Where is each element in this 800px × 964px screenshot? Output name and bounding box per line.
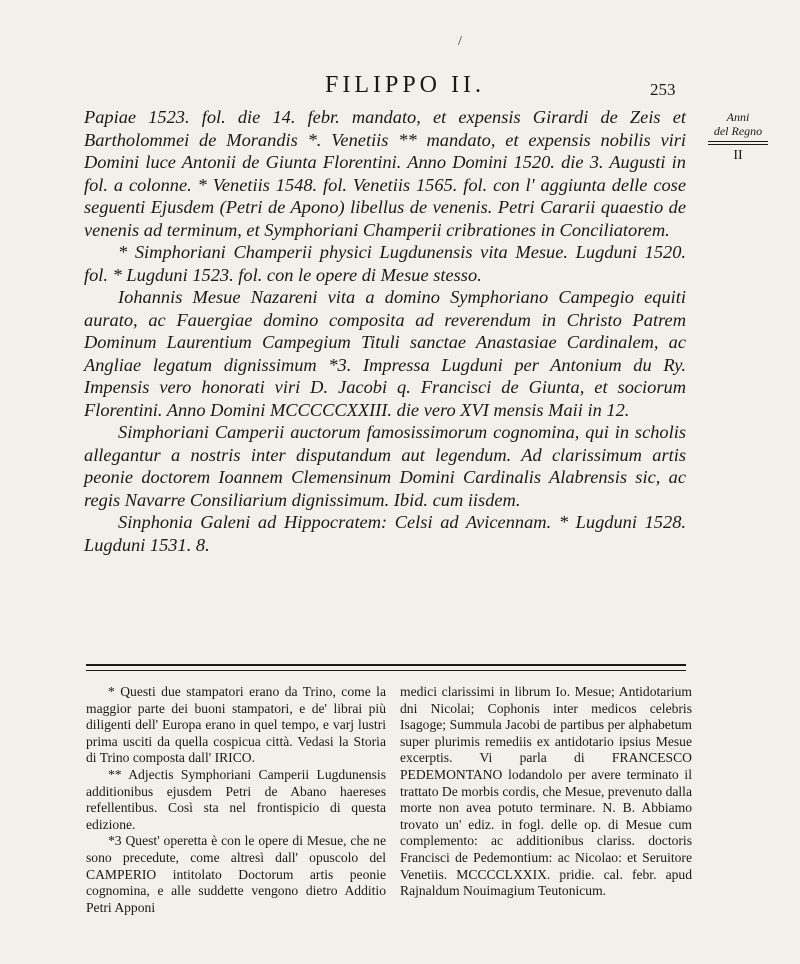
main-paragraph: Simphoriani Camperii auctorum famosissimorum cognomina, qui in scholis allegantur a nostris inter disputandum aut legendum. Ad clarissimum artis peonie doctorem Ioannem Clemensinum Domini Cardinalis Alabrensis sic, ac regis Navarre Consiliarium dignissimum. Ibid. cum iisdem.: [84, 422, 686, 510]
footnotes-right-column: [400, 684, 692, 900]
margin-rule: [708, 141, 768, 145]
footnote: *3 Quest' operetta è con le opere di Mesue, che ne sono precedute, come altresì dall' opuscolo del CAMPERIO intitolato Doctorum artis peonie cognomina, e alle suddette vengono dietro Additio Petri Apponi: [86, 833, 386, 915]
footnote-divider-thin: [86, 670, 686, 671]
footnote: ** Adjectis Symphoriani Camperii Lugdunensis additionibus ejusdem Petri de Abano haereses refellentibus. Così sta nel frontispicio di questa edizione.: [86, 766, 386, 832]
main-paragraph: Sinphonia Galeni ad Hippocratem: Celsi ad Avicennam. * Lugduni 1528. Lugduni 1531. 8.: [84, 512, 686, 555]
margin-note: [702, 110, 774, 163]
running-head: FILIPPO II.: [324, 72, 485, 98]
footnote-divider: [86, 664, 686, 666]
main-text: [84, 106, 686, 556]
margin-note-line2: del Regno: [713, 124, 763, 138]
page-number: 253: [650, 80, 676, 99]
main-paragraph: Papiae 1523. fol. die 14. febr. mandato, et expensis Girardi de Zeis et Bartholommei de Morandis *. Venetiis ** mandato, et expensis nobilis viri Domini luce Antonii de Giunta Florentini. Anno Domini 1520. die 3. Augusti in fol. a colonne. * Venetiis 1548. fol. Venetiis 1565. fol. con l' aggiunta delle cose seguenti Ejusdem (Petri de Apono) libellus de venenis. Petri Cararii quaestio de venenis ad terminum, et Symphoriani Champerii cribrationes in Conciliatorem.: [84, 107, 686, 240]
regnal-year: II: [733, 148, 743, 163]
margin-note-line1: Anni: [726, 110, 750, 124]
main-paragraph: Iohannis Mesue Nazareni vita a domino Symphoriano Campegio equiti aurato, ac Fauergiae domino composita ad reverendum in Christo Patrem Dominum Laurentium Campegium Tituli sanctae Anastasiae Cardinalem, ac Angliae legatum dignissimum *3. Impressa Lugduni per Antonium du Ry. Impensis vero honorati viri D. Jacobi q. Francisci de Giunta, et sociorum Florentini. Anno Domini MCCCCCXXIII. die vero XVI mensis Maii in 12.: [84, 287, 686, 420]
ink-mark: /: [458, 34, 462, 49]
main-paragraph: * Simphoriani Champerii physici Lugdunensis vita Mesue. Lugduni 1520. fol. * Lugduni 1523. fol. con le opere di Mesue stesso.: [84, 242, 686, 285]
footnotes-left-column: [86, 684, 386, 916]
footnote: * Questi due stampatori erano da Trino, come la maggior parte dei buoni stampatori, e de' librai più diligenti dell' Europa erano in quel tempo, e varj lustri prima usciti da quella cospicua città. Vedasi la Storia di Trino composta dall' IRICO.: [86, 684, 386, 766]
footnote-continuation: medici clarissimi in librum Io. Mesue; Antidotarium dni Nicolai; Cophonis inter medicos celebris Isagoge; Summula Jacobi de partibus per alphabetum super plurimis remediis ex antidotario ipsius Mesue excerptis. Vi parla di FRANCESCO PEDEMONTANO lodandolo per avere terminato il trattato De morbis cordis, che Mesue, prevenuto dalla morte non avea potuto terminare. N. B. Abbiamo trovato un' ediz. in fogl. delle op. di Mesue cum complemento: ac additionibus clariss. doctoris Francisci de Pedemontium: ac Nicolao: et Seruitore Venetiis. MCCCCLXXIX. pridie. cal. febr. apud Rajnaldum Nouimagium Teutonicum.: [400, 684, 692, 899]
